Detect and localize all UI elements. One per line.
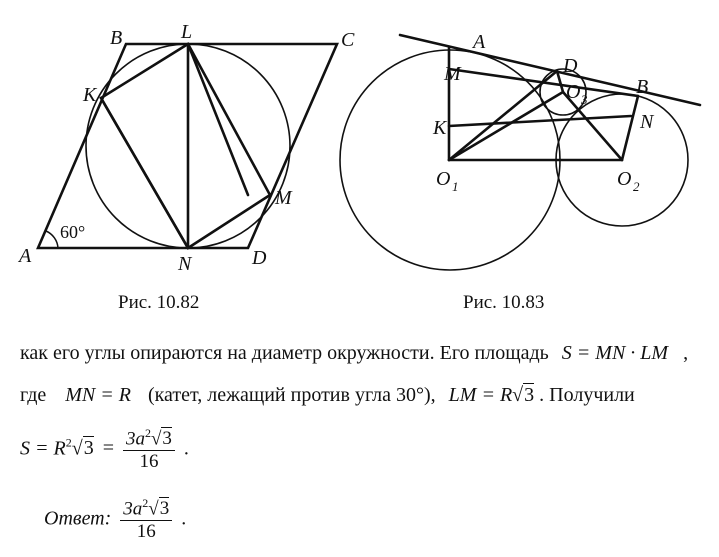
answer-sqrt-sign: √ (148, 498, 159, 520)
answer-num-a: 3a (123, 498, 143, 520)
line2-rest: . Получили (539, 384, 635, 406)
point-label-a2: A (473, 31, 486, 53)
line3-eq: = (102, 437, 114, 460)
point-label-l: L (181, 21, 193, 43)
point-label-n: N (178, 253, 192, 275)
line3-fraction (123, 426, 175, 473)
point-label-n2: N (640, 111, 654, 133)
line2-sqrt-sign: √ (512, 384, 524, 406)
segment-o2-b (622, 96, 638, 160)
frac-num-a: 3a (125, 428, 145, 450)
answer-period: . (181, 507, 187, 530)
frac-num-sqrt: 3 (162, 428, 172, 450)
quad-klmn (101, 44, 270, 248)
answer-num-sup: 2 (142, 496, 149, 510)
line1-comma: , (683, 342, 689, 364)
point-label-c: C (341, 29, 355, 51)
figure-caption-2: Рис. 10.83 (463, 292, 545, 313)
angle-arc-a (46, 231, 58, 248)
figure-caption-1: Рис. 10.82 (118, 292, 200, 313)
line2-sqrt-arg: 3 (524, 384, 535, 406)
text-line-1 (20, 342, 688, 365)
angle-label: 60° (60, 222, 86, 242)
answer-line (44, 496, 186, 543)
point-label-b: B (110, 27, 123, 49)
point-label-d: D (252, 247, 267, 269)
line3-s: S = R (20, 437, 66, 460)
text-line-3 (20, 426, 189, 473)
frac-den: 16 (139, 451, 159, 473)
line3-period: . (183, 437, 189, 460)
segment-kn (449, 116, 631, 126)
segment-d-o1 (449, 71, 557, 160)
point-label-a: A (19, 245, 32, 267)
answer-num-sqrt: 3 (159, 498, 170, 520)
answer-den: 16 (136, 521, 156, 543)
point-label-k2: K (433, 117, 447, 139)
line1-text: как его углы опираются на диаметр окружности. Его площадь (20, 342, 549, 364)
frac-num-sup: 2 (144, 426, 151, 440)
figure-10-82 (17, 21, 355, 313)
line2-lm: LM = R (448, 384, 513, 406)
point-label-o3: O (566, 81, 581, 103)
answer-label: Ответ: (44, 507, 112, 530)
point-sub-o1: 1 (452, 179, 459, 194)
point-label-o2: O (617, 168, 632, 190)
point-sub-o3: 3 (581, 92, 588, 107)
point-sub-o2: 2 (633, 179, 640, 194)
text-line-2 (20, 384, 635, 407)
point-label-m: M (275, 187, 292, 209)
point-label-b2: B (636, 76, 649, 98)
point-label-o1: O (436, 168, 451, 190)
line1-formula: S = MN · LM (561, 342, 669, 364)
line2-where: где (20, 384, 47, 406)
answer-fraction (120, 496, 172, 543)
line2-mn: MN = R (65, 384, 131, 406)
point-label-k: K (83, 84, 97, 106)
segment-lm-diag (188, 44, 248, 195)
point-label-d2: D (563, 55, 578, 77)
segment-kn (101, 98, 188, 248)
frac-sqrt-sign: √ (150, 428, 162, 450)
line3-sqrt-arg: 3 (83, 437, 94, 460)
figure-10-83 (340, 31, 700, 313)
line3-sup: 2 (65, 435, 72, 450)
line3-sqrt-sign: √ (71, 437, 83, 460)
line2-note: (катет, лежащий против угла 30°), (147, 384, 436, 406)
point-label-m2: M (444, 63, 461, 85)
